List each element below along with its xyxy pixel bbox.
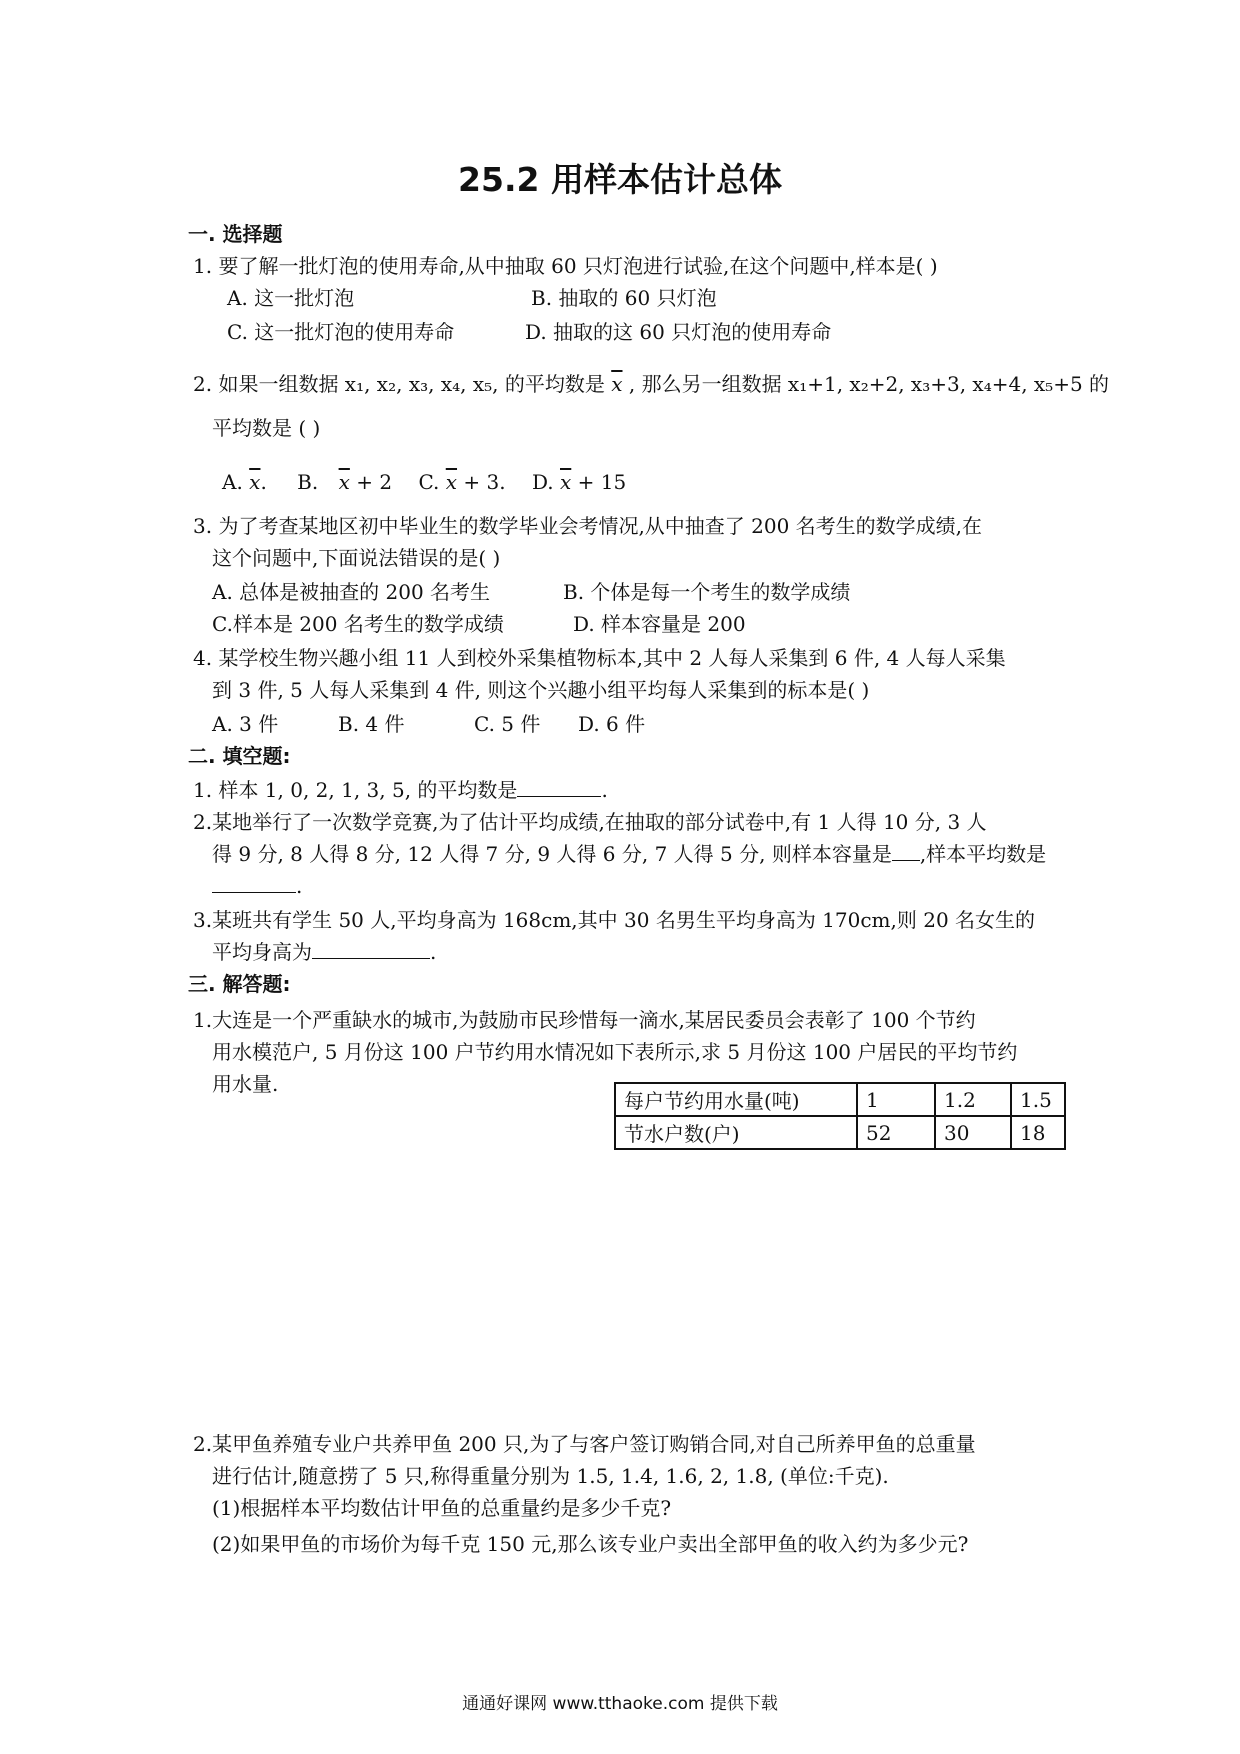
fill-q2-line3	[212, 874, 302, 898]
answer-q2-line2: 进行估计,随意捞了 5 只,称得重量分别为 1.5, 1.4, 1.6, 2, 1.8, (单位:千克).	[212, 1464, 889, 1488]
answer-blank	[212, 874, 296, 893]
answer-q1-line1: 1.大连是一个严重缺水的城市,为鼓励市民珍惜每一滴水,某居民委员会表彰了 100 个节约	[193, 1008, 976, 1032]
choice-q4-option-c: C. 5 件	[474, 712, 541, 736]
table-cell: 1.2	[935, 1083, 1011, 1116]
option-a-value: .	[260, 470, 267, 494]
table-row	[615, 1116, 1065, 1149]
answer-q2-sub2: (2)如果甲鱼的市场价为每千克 150 元,那么该专业户卖出全部甲鱼的收入约为多少元?	[212, 1532, 969, 1556]
choice-q2-option-a	[222, 470, 273, 494]
answer-blank	[517, 778, 601, 797]
option-c-value: + 3.	[463, 470, 506, 494]
option-c-label: C.	[418, 470, 440, 494]
option-a-label: A.	[222, 470, 243, 494]
choice-q2-stem-pre: 2. 如果一组数据 x₁, x₂, x₃, x₄, x₅, 的平均数是	[193, 372, 605, 396]
table-cell: 每户节约用水量(吨)	[615, 1083, 857, 1116]
choice-q3-option-d: D. 样本容量是 200	[573, 612, 746, 636]
choice-q1-option-c: C. 这一批灯泡的使用寿命	[227, 320, 455, 344]
xbar-symbol: $\overline{x}$	[611, 372, 623, 396]
choice-q1-stem: 1. 要了解一批灯泡的使用寿命,从中抽取 60 只灯泡进行试验,在这个问题中,样本是( )	[193, 254, 938, 278]
table-cell: 1.5	[1011, 1083, 1065, 1116]
choice-q2-options	[222, 470, 626, 494]
section-choice-heading: 一. 选择题	[188, 222, 283, 246]
section-fill-heading: 二. 填空题:	[188, 744, 291, 768]
answer-q1-line2: 用水模范户, 5 月份这 100 户节约用水情况如下表所示,求 5 月份这 100 户居民的平均节约	[212, 1040, 1018, 1064]
fill-q1	[193, 778, 608, 802]
choice-q3-line2: 这个问题中,下面说法错误的是( )	[212, 546, 501, 570]
option-d-value: + 15	[577, 470, 627, 494]
table-cell: 18	[1011, 1116, 1065, 1149]
choice-q1-option-a: A. 这一批灯泡	[227, 286, 355, 310]
xbar-symbol: $\overline{x}$	[249, 470, 261, 494]
option-b-value: + 2	[356, 470, 393, 494]
xbar-symbol: $\overline{x}$	[338, 470, 350, 494]
fill-q3-period: .	[430, 940, 437, 964]
xbar-symbol: $\overline{x}$	[445, 470, 458, 494]
fill-q1-text: 1. 样本 1, 0, 2, 1, 3, 5, 的平均数是	[193, 778, 518, 802]
fill-q2-text-mid: ,样本平均数是	[919, 842, 1047, 866]
table-cell: 30	[935, 1116, 1011, 1149]
answer-q2-line1: 2.某甲鱼养殖专业户共养甲鱼 200 只,为了与客户签订购销合同,对自己所养甲鱼的总重量	[193, 1432, 976, 1456]
fill-q3-text: 平均身高为	[212, 940, 312, 964]
fill-q2-text: 得 9 分, 8 人得 8 分, 12 人得 7 分, 9 人得 6 分, 7 人得 5 分, 则样本容量是	[212, 842, 892, 866]
fill-q2-period: .	[296, 874, 303, 898]
answer-q2-sub1: (1)根据样本平均数估计甲鱼的总重量约是多少千克?	[212, 1496, 672, 1520]
table-cell: 节水户数(户)	[615, 1116, 857, 1149]
footer-credit: 通通好课网 www.tthaoke.com 提供下载	[462, 1694, 778, 1714]
choice-q3-option-c: C.样本是 200 名考生的数学成绩	[212, 612, 504, 636]
answer-blank	[892, 842, 920, 861]
choice-q3-line1: 3. 为了考查某地区初中毕业生的数学毕业会考情况,从中抽查了 200 名考生的数学成绩,在	[193, 514, 983, 538]
choice-q4-option-d: D. 6 件	[578, 712, 646, 736]
choice-q2-stem	[193, 372, 1109, 396]
fill-q3-line2	[212, 940, 436, 964]
choice-q2-stem-post: , 那么另一组数据 x₁+1, x₂+2, x₃+3, x₄+4, x₅+5 的	[628, 372, 1110, 396]
choice-q4-option-b: B. 4 件	[338, 712, 405, 736]
choice-q3-option-b: B. 个体是每一个考生的数学成绩	[563, 580, 851, 604]
page-title: 25.2 用样本估计总体	[458, 160, 782, 199]
section-answer-heading: 三. 解答题:	[188, 972, 291, 996]
choice-q2-option-c	[418, 470, 512, 494]
xbar-symbol: $\overline{x}$	[560, 470, 572, 494]
fill-q1-period: .	[601, 778, 608, 802]
answer-blank	[312, 940, 430, 959]
answer-q1-line3: 用水量.	[212, 1072, 279, 1096]
option-d-label: D.	[531, 470, 554, 494]
water-saving-table	[614, 1082, 1066, 1150]
choice-q4-line1: 4. 某学校生物兴趣小组 11 人到校外采集植物标本,其中 2 人每人采集到 6 件, 4 人每人采集	[193, 646, 1006, 670]
option-b-label: B.	[297, 470, 319, 494]
fill-q3-line1: 3.某班共有学生 50 人,平均身高为 168cm,其中 30 名男生平均身高为 170cm,则 20 名女生的	[193, 908, 1036, 932]
fill-q2-line1: 2.某地举行了一次数学竞赛,为了估计平均成绩,在抽取的部分试卷中,有 1 人得 10 分, 3 人	[193, 810, 987, 834]
table-cell: 52	[857, 1116, 935, 1149]
choice-q3-option-a: A. 总体是被抽查的 200 名考生	[212, 580, 491, 604]
choice-q2-option-d	[532, 470, 626, 494]
choice-q2-stem-line2: 平均数是 ( )	[212, 416, 321, 440]
table-cell: 1	[857, 1083, 935, 1116]
choice-q2-option-b	[297, 470, 398, 494]
table-row	[615, 1083, 1065, 1116]
choice-q4-option-a: A. 3 件	[212, 712, 279, 736]
choice-q1-option-d: D. 抽取的这 60 只灯泡的使用寿命	[525, 320, 832, 344]
choice-q1-option-b: B. 抽取的 60 只灯泡	[531, 286, 717, 310]
fill-q2-line2	[212, 842, 1046, 866]
choice-q4-line2: 到 3 件, 5 人每人采集到 4 件, 则这个兴趣小组平均每人采集到的标本是( )	[212, 678, 870, 702]
